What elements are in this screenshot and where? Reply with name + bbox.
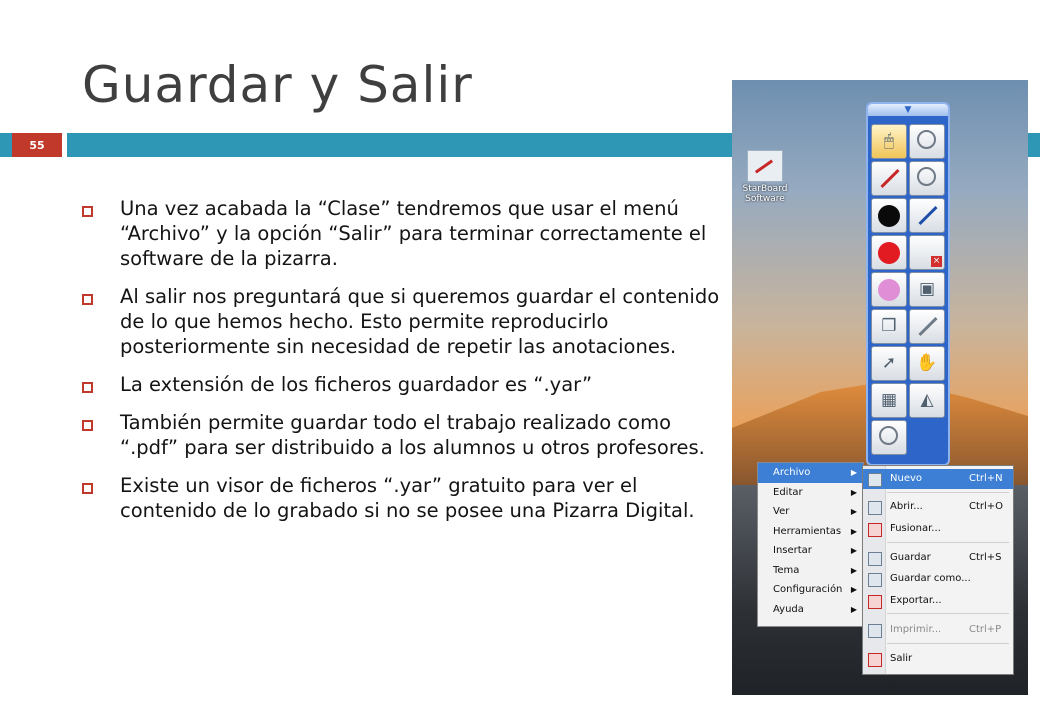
bullet-item xyxy=(82,473,724,523)
header-bar-left xyxy=(0,133,12,157)
arrow-cursor-icon: ➚ xyxy=(881,353,897,373)
menu-item-configuracion[interactable] xyxy=(758,580,863,600)
eraser-pen-button[interactable] xyxy=(909,198,945,233)
delete-icon: × xyxy=(932,256,941,266)
capture-icon: ▣ xyxy=(918,279,936,299)
new-file-icon xyxy=(868,473,882,487)
menu-item-label: Insertar xyxy=(773,545,812,556)
submenu-divider xyxy=(887,492,1009,493)
submenu-fusionar[interactable] xyxy=(863,519,1013,539)
slide-title: Guardar y Salir xyxy=(82,56,473,114)
pages-button[interactable] xyxy=(871,309,907,344)
bullet-item xyxy=(82,284,724,359)
desktop-icon-starboard[interactable] xyxy=(740,150,790,204)
submenu-nuevo[interactable] xyxy=(863,469,1013,489)
chevron-right-icon: ▶ xyxy=(850,565,857,575)
menu-item-label: Tema xyxy=(773,564,800,576)
submenu-abrir[interactable] xyxy=(863,497,1013,517)
chevron-right-icon: ▶ xyxy=(850,507,857,516)
submenu-guardar-como[interactable] xyxy=(863,569,1013,589)
submenu-exportar[interactable] xyxy=(863,591,1013,611)
submenu-shortcut: Ctrl+N xyxy=(969,473,1003,484)
save-as-icon xyxy=(868,573,882,587)
bullet-square-icon xyxy=(82,420,93,431)
print-icon xyxy=(868,624,882,638)
bullet-item xyxy=(82,410,724,460)
chevron-right-icon: ▶ xyxy=(850,546,857,555)
submenu-imprimir[interactable] xyxy=(863,620,1013,640)
zoom-in-icon xyxy=(917,130,936,149)
eraser-pen-icon xyxy=(918,206,937,225)
mouse-icon: 🖱 xyxy=(883,131,895,151)
shapes-icon: ◭ xyxy=(920,390,934,410)
grid-icon: ▦ xyxy=(880,390,898,410)
archivo-submenu xyxy=(862,465,1014,675)
submenu-shortcut: Ctrl+O xyxy=(969,501,1004,512)
black-color-button[interactable] xyxy=(871,198,907,233)
bullet-text: Existe un visor de ficheros “.yar” gratuito para ver el contenido de lo grabado si no se posee una Pizarra Digital. xyxy=(120,474,695,522)
red-dot-icon xyxy=(878,242,900,264)
magnifier-button[interactable] xyxy=(871,420,907,455)
slide-number: 55 xyxy=(12,133,62,157)
bullet-list xyxy=(82,196,724,536)
bullet-square-icon xyxy=(82,206,93,217)
submenu-label: Abrir... xyxy=(890,501,923,512)
menu-item-tema[interactable] xyxy=(758,561,863,581)
starboard-toolbar xyxy=(866,102,950,466)
pink-dot-icon xyxy=(878,279,900,301)
pointer-pen-icon xyxy=(918,317,937,336)
submenu-label: Guardar como... xyxy=(890,573,971,584)
bullet-text: La extensión de los ficheros guardador es “.yar” xyxy=(120,373,593,396)
chevron-right-icon: ▶ xyxy=(850,468,857,477)
hand-icon: ✋ xyxy=(916,353,938,373)
menu-item-label: Configuración xyxy=(773,584,843,595)
menu-item-ayuda[interactable] xyxy=(758,600,863,620)
save-icon xyxy=(868,552,882,566)
menu-item-editar[interactable] xyxy=(758,483,863,503)
submenu-divider xyxy=(887,542,1009,543)
submenu-label: Guardar xyxy=(890,552,931,563)
zoom-out-button[interactable] xyxy=(909,161,945,196)
capture-button[interactable] xyxy=(909,272,945,307)
chevron-right-icon: ▶ xyxy=(850,487,857,497)
submenu-divider xyxy=(887,613,1009,614)
menu-item-ver[interactable] xyxy=(758,502,863,522)
submenu-label: Nuevo xyxy=(890,473,923,484)
black-dot-icon xyxy=(878,205,900,227)
submenu-shortcut: Ctrl+P xyxy=(969,624,1002,635)
merge-icon xyxy=(868,523,882,537)
exit-icon xyxy=(868,653,882,667)
pages-icon: ❒ xyxy=(881,316,897,336)
menu-item-label: Ver xyxy=(773,506,790,517)
menu-item-insertar[interactable] xyxy=(758,541,863,561)
submenu-shortcut: Ctrl+S xyxy=(969,552,1002,563)
zoom-out-icon xyxy=(917,167,936,186)
pink-color-button[interactable] xyxy=(871,272,907,307)
magnifier-icon xyxy=(879,426,898,445)
menu-item-label: Editar xyxy=(773,486,803,498)
red-color-button[interactable] xyxy=(871,235,907,270)
submenu-label: Salir xyxy=(890,653,913,664)
desktop-icon-label: StarBoard Software xyxy=(742,184,788,204)
menu-item-archivo[interactable] xyxy=(758,463,863,483)
main-menu xyxy=(757,462,864,627)
shapes-button[interactable] xyxy=(909,383,945,418)
chevron-right-icon: ▶ xyxy=(850,526,857,536)
submenu-divider xyxy=(887,643,1009,644)
open-folder-icon xyxy=(868,501,882,515)
submenu-label: Exportar... xyxy=(890,595,942,606)
submenu-guardar[interactable] xyxy=(863,548,1013,568)
submenu-salir[interactable] xyxy=(863,649,1013,669)
export-icon xyxy=(868,595,882,609)
pen-icon xyxy=(880,169,899,188)
bullet-text: Al salir nos preguntará que si queremos guardar el contenido de lo que hemos hecho. Esto permite reproducirlo posteriormente sin necesidad de repetir las anotaciones. xyxy=(120,285,720,358)
submenu-label: Fusionar... xyxy=(890,523,941,534)
bullet-item xyxy=(82,196,724,271)
bullet-item xyxy=(82,372,724,397)
bullet-square-icon xyxy=(82,382,93,393)
menu-item-label: Ayuda xyxy=(773,603,804,615)
bullet-text: Una vez acabada la “Clase” tendremos que usar el menú “Archivo” y la opción “Salir” para terminar correctamente el software de la pizarra. xyxy=(120,197,707,270)
menu-item-herramientas[interactable] xyxy=(758,522,863,542)
chevron-right-icon: ▶ xyxy=(850,585,857,594)
chevron-right-icon: ▶ xyxy=(850,604,857,614)
mouse-tool-button[interactable] xyxy=(871,124,907,159)
starboard-screenshot xyxy=(732,80,1028,695)
submenu-label: Imprimir... xyxy=(890,624,942,635)
starboard-icon xyxy=(747,150,783,182)
zoom-in-button[interactable] xyxy=(909,124,945,159)
bullet-text: También permite guardar todo el trabajo realizado como “.pdf” para ser distribuido a los alumnos u otros profesores. xyxy=(120,411,705,459)
delete-page-button[interactable] xyxy=(909,235,945,270)
pointer-pen-button[interactable] xyxy=(909,309,945,344)
menu-item-label: Herramientas xyxy=(773,525,842,537)
bullet-square-icon xyxy=(82,294,93,305)
menu-item-label: Archivo xyxy=(773,467,811,478)
pen-tool-button[interactable] xyxy=(871,161,907,196)
bullet-square-icon xyxy=(82,483,93,494)
select-button[interactable] xyxy=(871,346,907,381)
layout-button[interactable] xyxy=(871,383,907,418)
hand-button[interactable] xyxy=(909,346,945,381)
toolbar-collapse-icon[interactable]: ▼ xyxy=(868,104,948,116)
